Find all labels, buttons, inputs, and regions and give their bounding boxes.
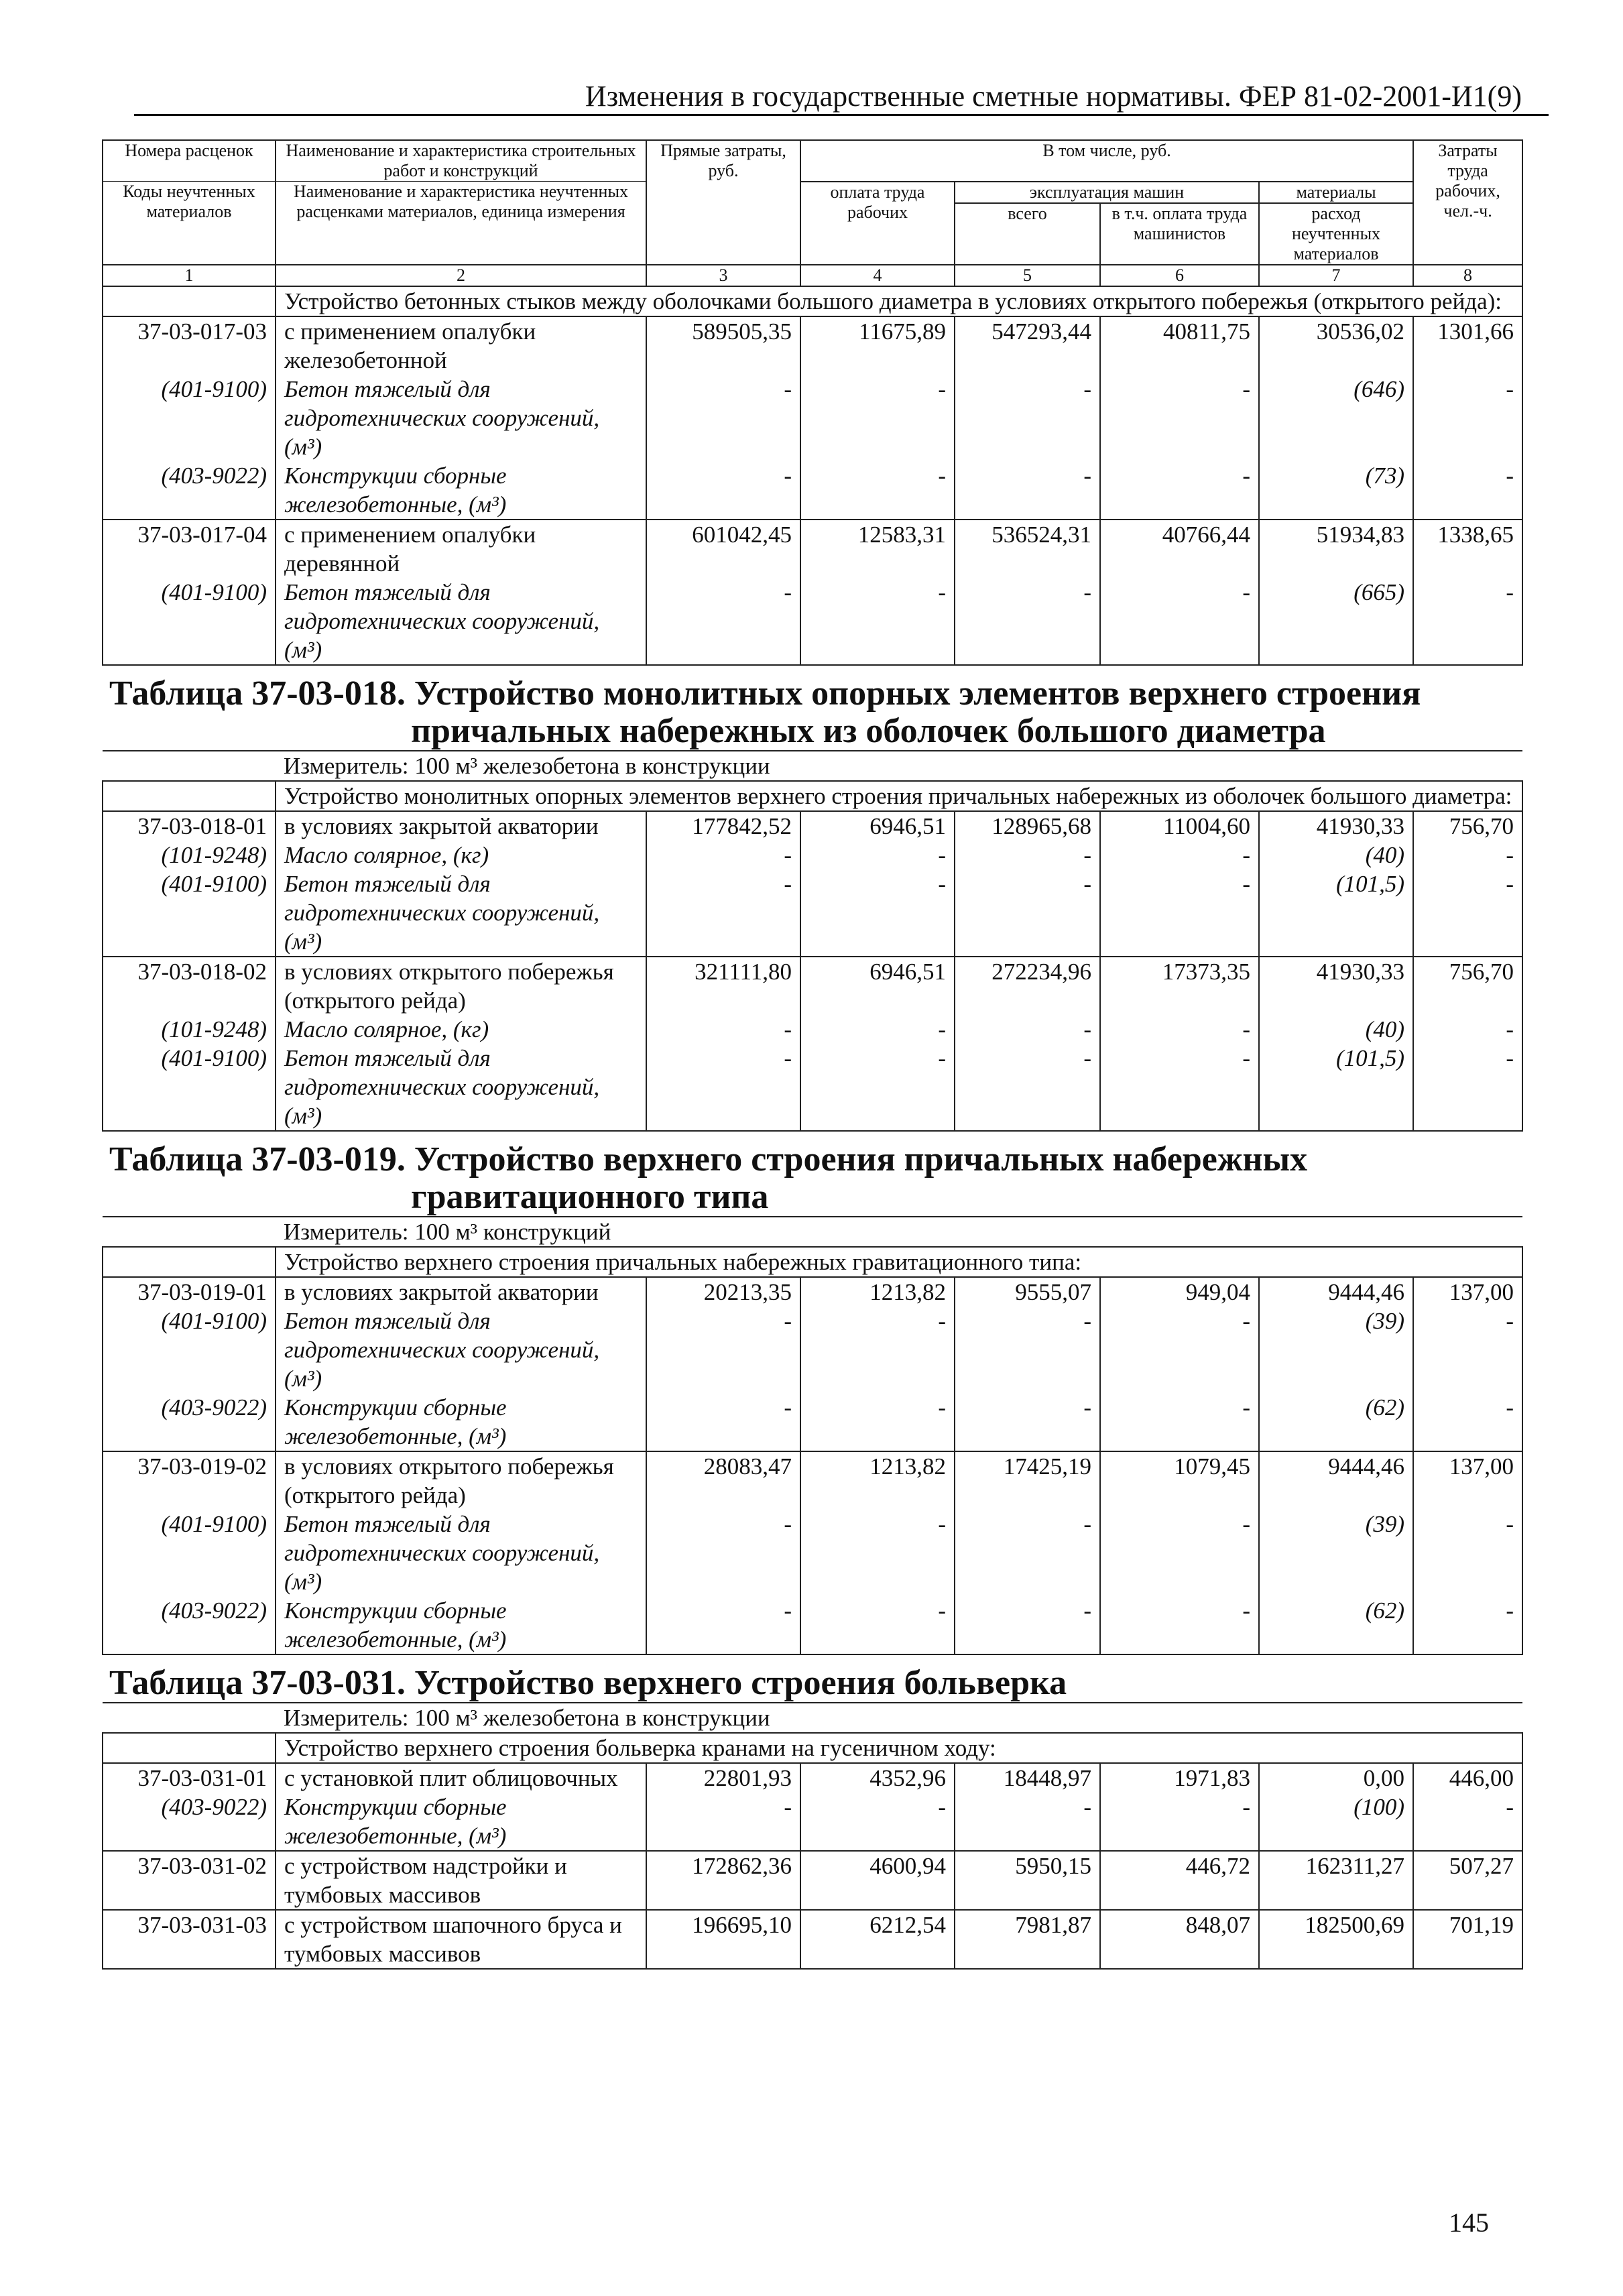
table-title-031: Таблица 37-03-031. Устройство верхнего строения больверка bbox=[103, 1654, 1522, 1703]
measure-019: Измеритель: 100 м³ конструкций bbox=[103, 1217, 1522, 1247]
material-row: (403-9022) Конструкции сборные железобетонные, (м³) - - - - (100) - bbox=[103, 1793, 1522, 1851]
rate-row: 37-03-019-02 в условиях открытого побережья (открытого рейда) 28083,47 1213,82 17425,19 1079,45 9444,46 137,00 bbox=[103, 1451, 1522, 1510]
rate-row: 37-03-031-02 с устройством надстройки и тумбовых массивов 172862,36 4600,94 5950,15 446,72 162311,27 507,27 bbox=[103, 1851, 1522, 1910]
col-num-8: 8 bbox=[1413, 265, 1522, 286]
header-rate-numbers: Номера расценок bbox=[103, 140, 276, 182]
section-description: Устройство верхнего строения причальных набережных гравитационного типа: bbox=[103, 1247, 1522, 1277]
header-material-consumption: расход неучтенных материалов bbox=[1259, 203, 1413, 265]
rate-row: 37-03-031-01 с установкой плит облицовочных 22801,93 4352,96 18448,97 1971,83 0,00 446,00 bbox=[103, 1763, 1522, 1793]
page-number: 145 bbox=[1449, 2208, 1489, 2238]
rates-table bbox=[102, 139, 1523, 1970]
col-num-2: 2 bbox=[276, 265, 646, 286]
header-operator-wages: в т.ч. оплата труда машинистов bbox=[1100, 203, 1259, 265]
material-row: (403-9022) Конструкции сборные железобетонные, (м³) - - - - (62) - bbox=[103, 1393, 1522, 1451]
header-machines-total: всего bbox=[955, 203, 1100, 265]
table-title-019: Таблица 37-03-019. Устройство верхнего строения причальных набережных гравитационного типа bbox=[103, 1131, 1522, 1217]
table-title-018: Таблица 37-03-018. Устройство монолитных опорных элементов верхнего строения причальных набережных из оболочек большого диаметра bbox=[103, 665, 1522, 751]
material-row: (403-9022) Конструкции сборные железобетонные, (м³) - - - - (73) - bbox=[103, 461, 1522, 520]
material-row: (401-9100) Бетон тяжелый для гидротехнических сооружений, (м³) - - - - (101,5) - bbox=[103, 1044, 1522, 1131]
material-row: (401-9100) Бетон тяжелый для гидротехнических сооружений, (м³) - - - - (39) - bbox=[103, 1307, 1522, 1393]
measure-018: Измеритель: 100 м³ железобетона в конструкции bbox=[103, 751, 1522, 781]
header-work-name: Наименование и характеристика строительных работ и конструкций bbox=[276, 140, 646, 182]
material-row: (403-9022) Конструкции сборные железобетонные, (м³) - - - - (62) - bbox=[103, 1596, 1522, 1654]
header-machine-operation: эксплуатация машин bbox=[955, 182, 1259, 203]
header-unaccounted-materials: Наименование и характеристика неучтенных расценками материалов, единица измерения bbox=[276, 182, 646, 265]
header-unaccounted-codes: Коды неучтенных материалов bbox=[103, 182, 276, 265]
header-labor-costs: Затраты труда рабочих, чел.-ч. bbox=[1413, 140, 1522, 265]
col-num-6: 6 bbox=[1100, 265, 1259, 286]
header-materials: материалы bbox=[1259, 182, 1413, 203]
section-description: Устройство верхнего строения больверка кранами на гусеничном ходу: bbox=[103, 1733, 1522, 1763]
column-number-row bbox=[103, 265, 1522, 286]
col-num-5: 5 bbox=[955, 265, 1100, 286]
col-num-4: 4 bbox=[800, 265, 955, 286]
rate-row: 37-03-018-02 в условиях открытого побережья (открытого рейда) 321111,80 6946,51 272234,96 17373,35 41930,33 756,70 bbox=[103, 957, 1522, 1015]
material-row: (401-9100) Бетон тяжелый для гидротехнических сооружений, (м³) - - - - (39) - bbox=[103, 1510, 1522, 1596]
col-num-7: 7 bbox=[1259, 265, 1413, 286]
column-header-row-2 bbox=[103, 182, 1522, 203]
rate-row: 37-03-017-04 с применением опалубки деревянной 601042,45 12583,31 536524,31 40766,44 51934,83 1338,65 bbox=[103, 520, 1522, 578]
rate-row: 37-03-018-01 в условиях закрытой акватории 177842,52 6946,51 128965,68 11004,60 41930,33 756,70 bbox=[103, 811, 1522, 841]
measure-031: Измеритель: 100 м³ железобетона в конструкции bbox=[103, 1703, 1522, 1733]
header-direct-costs: Прямые затраты, руб. bbox=[646, 140, 800, 265]
material-row: (401-9100) Бетон тяжелый для гидротехнических сооружений, (м³) - - - - (101,5) - bbox=[103, 869, 1522, 957]
running-header: Изменения в государственные сметные нормативы. ФЕР 81-02-2001-И1(9) bbox=[134, 79, 1549, 116]
rate-row: 37-03-031-03 с устройством шапочного бруса и тумбовых массивов 196695,10 6212,54 7981,87 848,07 182500,69 701,19 bbox=[103, 1910, 1522, 1969]
material-row: (401-9100) Бетон тяжелый для гидротехнических сооружений, (м³) - - - - (646) - bbox=[103, 375, 1522, 461]
header-worker-wages: оплата труда рабочих bbox=[800, 182, 955, 265]
header-including: В том числе, руб. bbox=[800, 140, 1413, 182]
material-row: (401-9100) Бетон тяжелый для гидротехнических сооружений, (м³) - - - - (665) - bbox=[103, 578, 1522, 665]
material-row: (101-9248) Масло солярное, (кг) - - - - (40) - bbox=[103, 1015, 1522, 1044]
col-num-1: 1 bbox=[103, 265, 276, 286]
rate-row: 37-03-019-01 в условиях закрытой акватории 20213,35 1213,82 9555,07 949,04 9444,46 137,00 bbox=[103, 1277, 1522, 1307]
column-header-row-1 bbox=[103, 140, 1522, 182]
material-row: (101-9248) Масло солярное, (кг) - - - - (40) - bbox=[103, 841, 1522, 869]
rate-row: 37-03-017-03 с применением опалубки железобетонной 589505,35 11675,89 547293,44 40811,75 30536,02 1301,66 bbox=[103, 316, 1522, 375]
section-description: Устройство монолитных опорных элементов верхнего строения причальных набережных из оболочек большого диаметра: bbox=[103, 781, 1522, 811]
section-description: Устройство бетонных стыков между оболочками большого диаметра в условиях открытого побережья (открытого рейда): bbox=[103, 286, 1522, 316]
col-num-3: 3 bbox=[646, 265, 800, 286]
